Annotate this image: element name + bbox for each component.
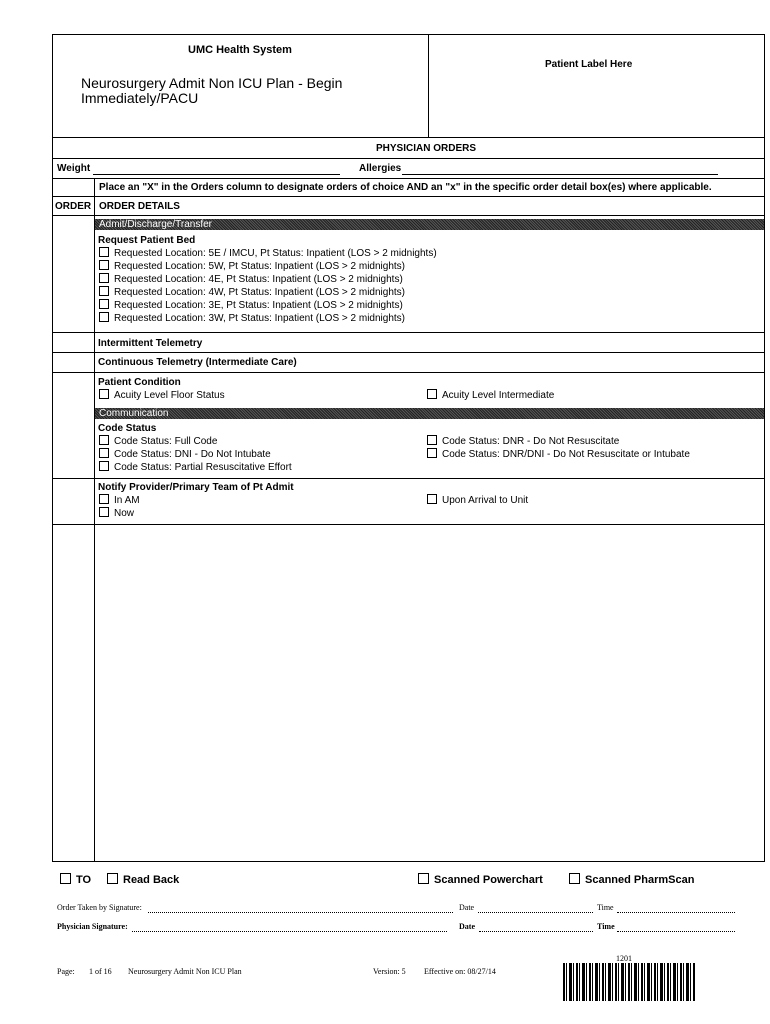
acuity-floor-option[interactable] [99, 389, 225, 402]
checkbox[interactable] [99, 273, 109, 283]
code-status-title: Code Status [98, 423, 157, 434]
date-label-1: Date [459, 903, 475, 912]
bed-option-3e[interactable] [99, 299, 403, 312]
continuous-telemetry[interactable]: Continuous Telemetry (Intermediate Care) [98, 357, 297, 368]
bed-option-5e[interactable] [99, 247, 437, 260]
form-number: 1201 [616, 954, 632, 963]
checkbox[interactable] [99, 247, 109, 257]
weight-label: Weight [57, 163, 91, 174]
option-label: Now [114, 508, 135, 519]
checkbox[interactable] [99, 448, 109, 458]
patient-condition-title: Patient Condition [98, 377, 181, 388]
notify-arrival-option[interactable] [427, 494, 528, 507]
intermittent-telemetry[interactable]: Intermittent Telemetry [98, 338, 203, 349]
order-column-divider [94, 178, 95, 862]
option-label: In AM [114, 495, 140, 506]
option-label: Code Status: DNR - Do Not Resuscitate [442, 436, 620, 447]
checkbox[interactable] [99, 286, 109, 296]
option-label: Requested Location: 4E, Pt Status: Inpatient (LOS > 2 midnights) [114, 274, 403, 285]
time-field-2[interactable] [617, 931, 735, 932]
divider [52, 352, 765, 353]
divider [52, 524, 765, 525]
request-bed-title: Request Patient Bed [98, 235, 196, 246]
code-dnr-dni-option[interactable] [427, 448, 690, 461]
title-line-1: Neurosurgery Admit Non ICU Plan - Begin [81, 75, 343, 91]
section-communication: Communication [95, 408, 764, 419]
bed-option-5w[interactable] [99, 260, 405, 273]
checkbox[interactable] [99, 494, 109, 504]
checkbox[interactable] [99, 435, 109, 445]
order-details-header: ORDER DETAILS [99, 201, 180, 212]
option-label: Code Status: Partial Resuscitative Effort [114, 462, 292, 473]
patient-label: Patient Label Here [545, 59, 633, 70]
time-label-2: Time [597, 922, 615, 931]
system-name: UMC Health System [188, 44, 292, 56]
physician-signature-field[interactable] [132, 931, 447, 932]
checkbox[interactable] [569, 873, 580, 884]
option-label: Code Status: Full Code [114, 436, 218, 447]
checkbox[interactable] [99, 461, 109, 471]
option-label: Scanned Powerchart [434, 874, 543, 886]
divider [52, 158, 765, 159]
code-dnr-option[interactable] [427, 435, 619, 448]
divider [52, 196, 765, 197]
option-label: Read Back [123, 874, 180, 886]
bed-option-4e[interactable] [99, 273, 403, 286]
option-label: Requested Location: 5W, Pt Status: Inpatient (LOS > 2 midnights) [114, 261, 405, 272]
checkbox[interactable] [427, 494, 437, 504]
scanned-pharmscan-option[interactable] [569, 873, 694, 887]
option-label: Acuity Level Intermediate [442, 390, 555, 401]
barcode-image [563, 963, 695, 1001]
physician-orders-title: PHYSICIAN ORDERS [376, 143, 477, 154]
time-field-1[interactable] [617, 912, 735, 913]
option-label: Requested Location: 5E / IMCU, Pt Status: Inpatient (LOS > 2 midnights) [114, 248, 437, 259]
scanned-powerchart-option[interactable] [418, 873, 543, 887]
divider [52, 178, 765, 179]
option-label: Requested Location: 4W, Pt Status: Inpatient (LOS > 2 midnights) [114, 287, 405, 298]
weight-field[interactable] [93, 174, 340, 175]
read-back-option[interactable] [107, 873, 179, 887]
order-taken-field[interactable] [148, 912, 453, 913]
option-label: TO [76, 874, 92, 886]
allergies-field[interactable] [402, 174, 718, 175]
physician-signature-label: Physician Signature: [57, 922, 128, 931]
option-label: Upon Arrival to Unit [442, 495, 529, 506]
checkbox[interactable] [418, 873, 429, 884]
checkbox[interactable] [427, 435, 437, 445]
checkbox[interactable] [99, 389, 109, 399]
checkbox[interactable] [60, 873, 71, 884]
code-partial-option[interactable] [99, 461, 292, 474]
document-name: Neurosurgery Admit Non ICU Plan [128, 967, 242, 976]
option-label: Acuity Level Floor Status [114, 390, 225, 401]
option-label: Requested Location: 3W, Pt Status: Inpatient (LOS > 2 midnights) [114, 313, 405, 324]
date-field-2[interactable] [479, 931, 593, 932]
page-label: Page: [57, 967, 75, 976]
notify-now-option[interactable] [99, 507, 134, 520]
divider [52, 372, 765, 373]
checkbox[interactable] [427, 448, 437, 458]
page-title [81, 76, 342, 106]
acuity-intermediate-option[interactable] [427, 389, 554, 402]
page-number: 1 of 16 [89, 967, 112, 976]
option-label: Code Status: DNI - Do Not Intubate [114, 449, 271, 460]
order-column-header: ORDER [55, 201, 92, 212]
divider [52, 137, 765, 138]
checkbox[interactable] [99, 507, 109, 517]
header-divider [428, 34, 429, 137]
section-admit: Admit/Discharge/Transfer [95, 219, 764, 230]
bed-option-4w[interactable] [99, 286, 405, 299]
checkbox[interactable] [99, 260, 109, 270]
order-taken-label: Order Taken by Signature: [57, 903, 142, 912]
version-label: Version: 5 [373, 967, 406, 976]
notify-title: Notify Provider/Primary Team of Pt Admit [98, 482, 294, 493]
option-label: Requested Location: 3E, Pt Status: Inpatient (LOS > 2 midnights) [114, 300, 403, 311]
date-label-2: Date [459, 922, 475, 931]
checkbox[interactable] [99, 299, 109, 309]
checkbox[interactable] [99, 312, 109, 322]
time-label-1: Time [597, 903, 614, 912]
title-line-2: Immediately/PACU [81, 90, 199, 106]
date-field-1[interactable] [478, 912, 593, 913]
divider [52, 332, 765, 333]
to-option[interactable] [60, 873, 91, 887]
bed-option-3w[interactable] [99, 312, 405, 325]
allergies-label: Allergies [359, 163, 402, 174]
divider [52, 478, 765, 479]
effective-date: Effective on: 08/27/14 [424, 967, 496, 976]
instruction-text: Place an "X" in the Orders column to designate orders of choice AND an "x" in the specific order detail box(es) where applicable. [99, 182, 712, 193]
notify-in-am-option[interactable] [99, 494, 140, 507]
checkbox[interactable] [427, 389, 437, 399]
code-dni-option[interactable] [99, 448, 271, 461]
option-label: Scanned PharmScan [585, 874, 695, 886]
divider [52, 215, 765, 216]
code-full-option[interactable] [99, 435, 217, 448]
checkbox[interactable] [107, 873, 118, 884]
option-label: Code Status: DNR/DNI - Do Not Resuscitate or Intubate [442, 449, 690, 460]
